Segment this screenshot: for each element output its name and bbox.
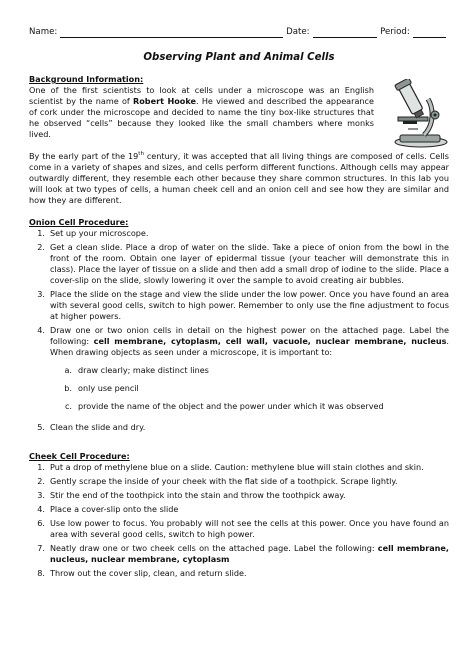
list-item: [50, 401, 449, 412]
onion-procedure-section: [29, 217, 449, 433]
background-heading: Background Information:: [29, 74, 144, 84]
step-number: 7.: [37, 543, 45, 553]
student-info-header: [29, 26, 449, 38]
p1-text-end: . He viewed and described the appearance of cork under the microscope and decided to name the tiny box-like structures that he observed “cells” because they looked like the small chambers where monks lived.: [29, 96, 374, 139]
onion-steps-list: [29, 228, 449, 433]
step-text: Throw out the cover slip, clean, and return slide.: [50, 568, 247, 578]
cheek-procedure-section: [29, 451, 449, 579]
step-number: 5.: [37, 422, 45, 432]
step-number: 1.: [37, 228, 45, 238]
background-section: [29, 85, 449, 140]
step-text: Place a cover-slip onto the slide: [50, 504, 179, 514]
list-item: [29, 504, 449, 515]
sub-text: provide the name of the object and the power under which it was observed: [78, 401, 384, 411]
step-4-text-start: Draw one or two onion cells in detail on the highest power on the attached page. Label the following:: [50, 325, 449, 346]
list-item: [29, 543, 449, 565]
step-number: 6.: [37, 518, 45, 528]
p2-text-end: century, it was accepted that all living things are composed of cells. Cells come in a variety of shapes and sizes, and cells perform different functions. Although cells may appear outwardly different, they resemble each other because they share common structures. In this lab you will look at two types of cells, a human cheek cell and an onion cell and see how they are similar and how they are different.: [29, 151, 449, 205]
name-blank: [60, 28, 283, 38]
cheek-heading: Cheek Cell Procedure:: [29, 451, 130, 461]
name-label: Name:: [29, 27, 58, 37]
list-item: [29, 568, 449, 579]
sub-letter: b.: [64, 383, 72, 393]
onion-heading: Onion Cell Procedure:: [29, 217, 129, 227]
cheek-steps-list: [29, 462, 449, 579]
century-superscript: th: [138, 151, 144, 157]
step-text: Place the slide on the stage and view the slide under the low power. Once you have found an area with several good cells, switch to high power. Remember to only use the fine adjustment to focus at higher powers.: [50, 289, 449, 321]
sub-letter: c.: [64, 401, 72, 411]
background-paragraph-2: [29, 151, 449, 206]
worksheet-page: [29, 26, 449, 579]
step-7-text-start: Neatly draw one or two cheek cells on the attached page. Label the following:: [50, 543, 378, 553]
sub-text: only use pencil: [78, 383, 139, 393]
list-item: [29, 289, 449, 322]
page-title: Observing Plant and Animal Cells: [143, 52, 335, 63]
list-item: [29, 462, 449, 473]
background-paragraph-1: [29, 85, 374, 140]
step-text: Set up your microscope.: [50, 228, 149, 238]
date-label: Date:: [286, 27, 310, 37]
step-number: 8.: [37, 568, 45, 578]
microscope-icon: [388, 79, 450, 149]
list-item: [50, 383, 449, 394]
list-item: [50, 365, 449, 376]
list-item: [29, 228, 449, 239]
step-text: Gently scrape the inside of your cheek with the flat side of a toothpick. Scrape lightly.: [50, 476, 398, 486]
step-text: Clean the slide and dry.: [50, 422, 146, 432]
step-number: 2.: [37, 242, 45, 252]
period-label: Period:: [380, 27, 410, 37]
period-blank: [413, 28, 446, 38]
step-number: 1.: [37, 462, 45, 472]
date-blank: [313, 28, 378, 38]
drawing-rules-list: [50, 365, 449, 412]
cheek-label-terms: cell membrane, nucleus, nuclear membrane, cytoplasm: [50, 543, 449, 564]
list-item: [29, 476, 449, 487]
step-text: Put a drop of methylene blue on a slide. Caution: methylene blue will stain clothes and skin.: [50, 462, 424, 472]
onion-label-terms: cell membrane, cytoplasm, cell wall, vacuole, nuclear membrane, nucleus: [93, 336, 447, 346]
step-text: Use low power to focus. You probably will not see the cells at this power. Once you have found an area with several good cells, switch to high power.: [50, 518, 449, 539]
list-item: [29, 325, 449, 419]
step-text: [50, 543, 449, 565]
sub-text: draw clearly; make distinct lines: [78, 365, 209, 375]
step-text: Stir the end of the toothpick into the stain and throw the toothpick away.: [50, 490, 346, 500]
sub-letter: a.: [64, 365, 72, 375]
list-item: [29, 490, 449, 501]
p1-text-start: One of the first scientists to look at cells under a microscope was an English scientist by the name of: [29, 85, 374, 106]
step-number: 2.: [37, 476, 45, 486]
list-item: [29, 422, 449, 433]
step-text: [50, 325, 449, 419]
step-text: Get a clean slide. Place a drop of water on the slide. Take a piece of onion from the bowl in the front of the room. Obtain one layer of epidermal tissue (your teacher will demonstrate this in class). Place the layer of tissue on a slide and then add a small drop of iodine to the slide. Place a cover-slip on the slide, slowly lowering it over the sample to avoid creating air bubbles.: [50, 242, 449, 285]
step-number: 4.: [37, 504, 45, 514]
list-item: [29, 242, 449, 286]
step-4-text-end: . When drawing objects as seen under a microscope, it is important to:: [50, 336, 449, 357]
step-number: 3.: [37, 490, 45, 500]
scientist-name: Robert Hooke: [133, 96, 196, 106]
step-number: 4.: [37, 325, 45, 335]
step-number: 3.: [37, 289, 45, 299]
p2-text-start: By the early part of the 19: [29, 151, 139, 161]
list-item: [29, 518, 449, 540]
